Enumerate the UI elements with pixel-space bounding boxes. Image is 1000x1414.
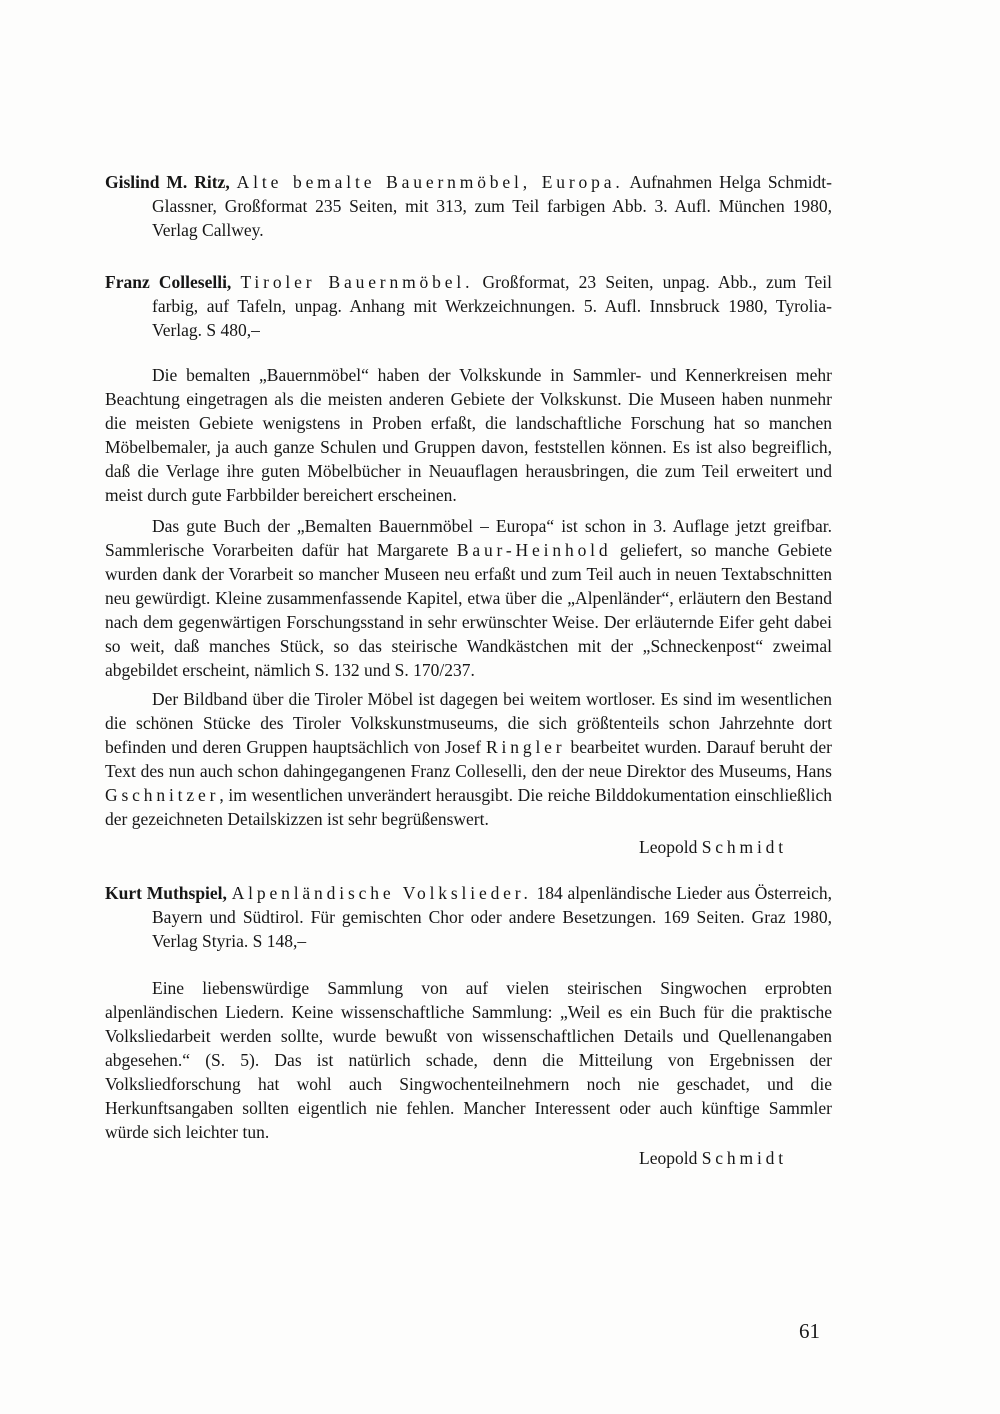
- review-paragraph-tiroler-band: [105, 687, 832, 831]
- text-segment: Franz Colleselli,: [105, 272, 232, 292]
- text-segment: 184 alpenländische Lieder aus Österreich, Bayern und Südtirol. Für gemischten Chor oder andere Besetzungen. 169 Seiten. Graz 1980, Verlag Styria. S 148,–: [152, 883, 832, 951]
- review-paragraph-bauernmoebel-intro: [105, 363, 832, 507]
- text-segment: [231, 272, 240, 292]
- page-number: 61: [799, 1319, 820, 1343]
- text-segment: Der Bildband über die Tiroler Möbel ist dagegen bei weitem wortloser. Es sind im wesentlichen die schönen Stücke des Tiroler Volkskunstmuseums, die sich größtenteils schon Jahrzehnte dort befinden und deren Gruppen hauptsächlich von Josef: [105, 689, 832, 757]
- text-segment: [230, 172, 237, 192]
- text-segment: geliefert, so manche Gebiete wurden dank der Vorarbeit so mancher Museen neu erfaßt und zum Teil auch in neuen Textabschnitten neu gewürdigt. Kleine zusammenfassende Kapitel, etwa über die „Alpenländer“, erläutern den Bestand nach dem gegenwärtigen Forschungsstand in sehr erwünschter Weise. Der erläuternde Eifer geht dabei so weit, daß manches Stück, so das steirische Wandkästchen mit der „Schneckenpost“ zweimal abgebildet erscheint, nämlich S. 132 und S. 170/237.: [105, 540, 832, 680]
- reviewer-signature-1: [105, 835, 832, 859]
- text-block: [105, 170, 832, 1170]
- text-segment: Leopold: [639, 837, 702, 857]
- text-segment: Leopold: [639, 1148, 702, 1168]
- review-paragraph-volkslieder: [105, 976, 832, 1144]
- reviewer-signature-2: [105, 1146, 832, 1170]
- text-segment: bearbeitet wurden. Darauf beruht der Text des nun auch schon dahingegangenen Franz Colleselli, den der neue Direktor des Museums, Hans: [105, 737, 832, 781]
- review-paragraph-europa-band: [105, 514, 832, 682]
- bibliography-entry-colleselli: [105, 270, 832, 342]
- bibliography-entry-muthspiel: [105, 881, 832, 953]
- text-segment: Gislind M. Ritz,: [105, 172, 230, 192]
- text-segment: Alte bemalte Bauernmöbel, Europa.: [236, 172, 624, 192]
- text-segment: Schmidt: [701, 1148, 787, 1168]
- text-segment: Kurt Muthspiel,: [105, 883, 227, 903]
- text-segment: Alpenländische Volkslieder.: [231, 883, 532, 903]
- text-segment: Großformat, 23 Seiten, unpag. Abb., zum Teil farbig, auf Tafeln, unpag. Anhang mit Werkzeichnungen. 5. Aufl. Innsbruck 1980, Tyrolia-Verlag. S 480,–: [152, 272, 833, 340]
- text-segment: Baur-Heinhold: [456, 540, 612, 560]
- text-segment: Schmidt: [701, 837, 787, 857]
- bibliography-entry-ritz: [105, 170, 832, 242]
- text-segment: Eine liebenswürdige Sammlung von auf vielen steirischen Singwochen erprobten alpenländischen Liedern. Keine wissenschaftliche Sammlung: „Weil es ein Buch für die praktische Volksliedarbeit werden sollte, wurde bewußt von wissenschaftlichen Details und Quellenangaben abgesehen.“ (S. 5). Das ist natürlich schade, denn die Mitteilung von Ergebnissen der Volksliedforschung hat wohl auch Singwochenteilnehmern noch nie geschadet, und die Herkunftsangaben sollten eigentlich nie fehlen. Mancher Interessent oder auch künftige Sammler würde sich leichter tun.: [105, 978, 832, 1142]
- text-segment: Tiroler Bauernmöbel.: [240, 272, 474, 292]
- text-segment: Aufnahmen Helga Schmidt-Glassner, Großformat 235 Seiten, mit 313, zum Teil farbigen Abb. 3. Aufl. München 1980, Verlag Callwey.: [152, 172, 832, 240]
- text-segment: Ringler: [486, 737, 566, 757]
- text-segment: , im wesentlichen unverändert herausgibt. Die reiche Bilddokumentation einschließlich der gezeichneten Detailskizzen ist sehr begrüßenswert.: [105, 785, 832, 829]
- text-segment: Die bemalten „Bauernmöbel“ haben der Volkskunde in Sammler- und Kennerkreisen mehr Beachtung eingetragen als die meisten anderen Gebiete der Volkskunst. Die Museen haben nunmehr die meisten Gebiete wenigstens in Proben erfaßt, die landschaftliche Forschung hat so manchen Möbelbemaler, ja auch ganze Schulen und Gruppen davon, feststellen können. Es ist also begreiflich, daß die Verlage ihre guten Möbelbücher in Neuauflagen herausbringen, die zum Teil erweitert und meist durch gute Farbbilder bereichert erscheinen.: [105, 365, 832, 505]
- text-segment: Gschnitzer: [105, 785, 220, 805]
- text-segment: Das gute Buch der „Bemalten Bauernmöbel – Europa“ ist schon in 3. Auflage jetzt greifbar. Sammlerische Vorarbeiten dafür hat Margarete: [105, 516, 832, 560]
